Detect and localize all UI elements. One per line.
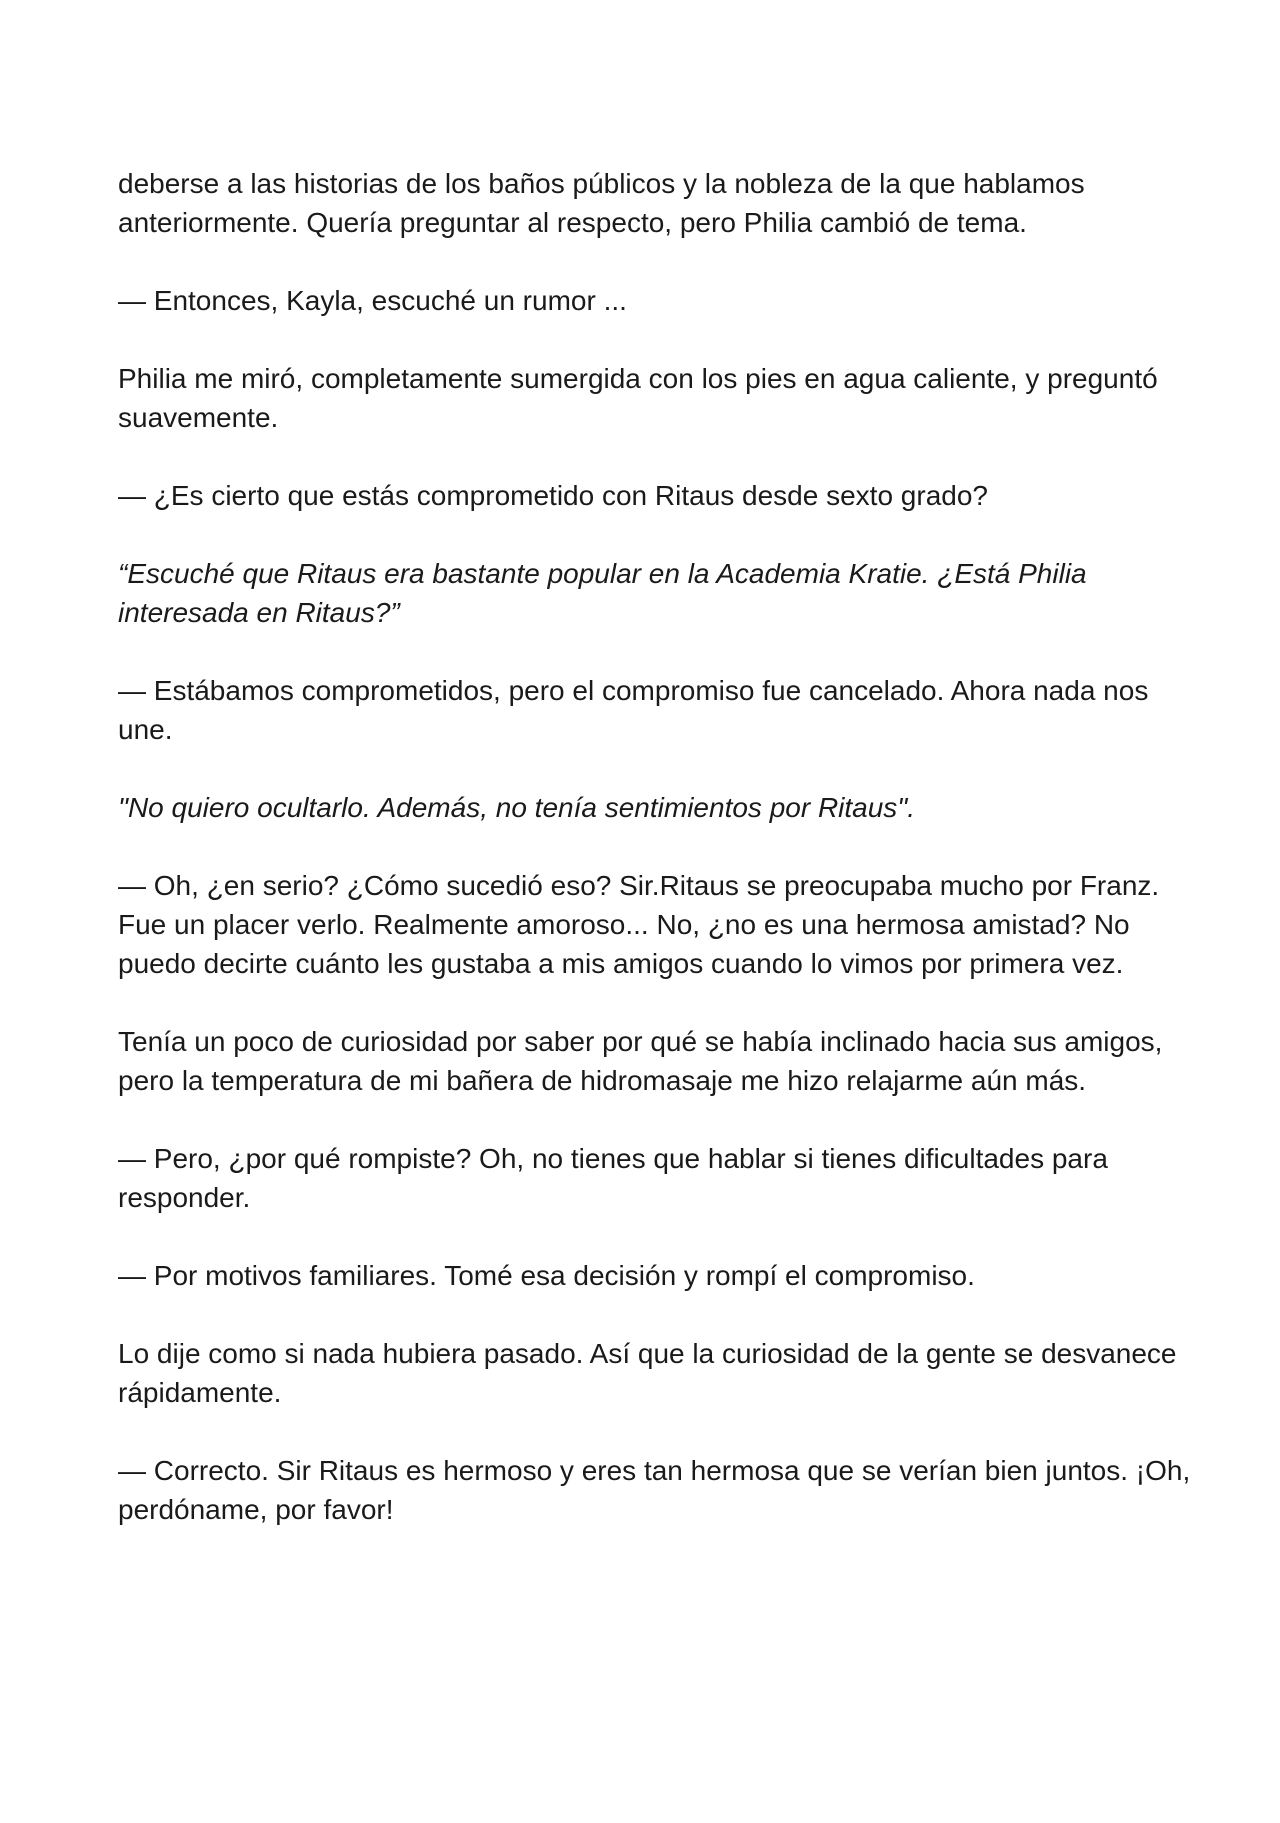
paragraph: deberse a las historias de los baños públicos y la nobleza de la que hablamos anteriormente. Quería preguntar al respecto, pero Philia cambió de tema. (118, 168, 1085, 238)
paragraph: Philia me miró, completamente sumergida con los pies en agua caliente, y preguntó suavemente. (118, 363, 1158, 433)
dialogue-line: — Por motivos familiares. Tomé esa decisión y rompí el compromiso. (118, 1260, 975, 1291)
inner-thought: "No quiero ocultarlo. Además, no tenía sentimientos por Ritaus". (118, 792, 916, 823)
dialogue-line: — Oh, ¿en serio? ¿Cómo sucedió eso? Sir.Ritaus se preocupaba mucho por Franz. Fue un placer verlo. Realmente amoroso... No, ¿no es una hermosa amistad? No puedo decirte cuánto les gustaba a mis amigos cuando lo vimos por primera vez. (118, 870, 1160, 979)
dialogue-line: — Correcto. Sir Ritaus es hermoso y eres tan hermosa que se verían bien juntos. ¡Oh, perdóname, por favor! (118, 1455, 1191, 1525)
dialogue-line: — Pero, ¿por qué rompiste? Oh, no tienes que hablar si tienes dificultades para responder. (118, 1143, 1108, 1213)
dialogue-line: — ¿Es cierto que estás comprometido con Ritaus desde sexto grado? (118, 480, 988, 511)
dialogue-line: — Entonces, Kayla, escuché un rumor ... (118, 285, 627, 316)
dialogue-line: — Estábamos comprometidos, pero el compromiso fue cancelado. Ahora nada nos une. (118, 675, 1149, 745)
paragraph: Tenía un poco de curiosidad por saber por qué se había inclinado hacia sus amigos, pero la temperatura de mi bañera de hidromasaje me hizo relajarme aún más. (118, 1026, 1163, 1096)
paragraph: Lo dije como si nada hubiera pasado. Así que la curiosidad de la gente se desvanece rápidamente. (118, 1338, 1177, 1408)
inner-thought: “Escuché que Ritaus era bastante popular en la Academia Kratie. ¿Está Philia interesada en Ritaus?” (118, 558, 1087, 628)
document-page (118, 164, 1198, 1568)
